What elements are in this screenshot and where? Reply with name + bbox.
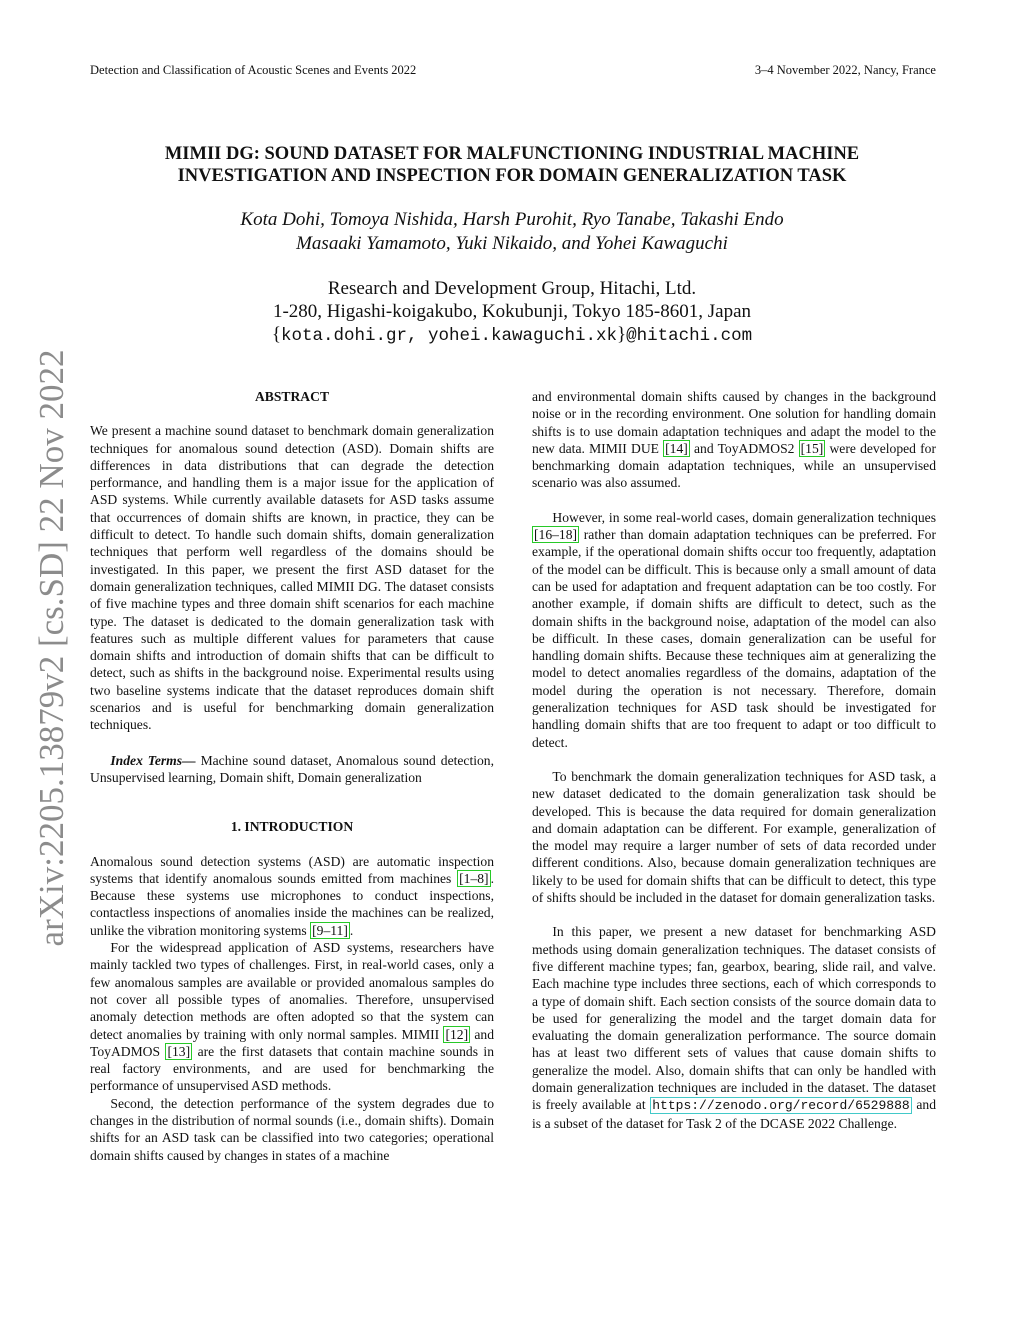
citation-link[interactable]: [1–8] (459, 870, 489, 886)
intro-paragraph-3: Second, the detection performance of the system degrades due to changes in the distribution of normal sounds (i.e., domain shifts). Domain shifts for an ASD task can be classified into two categories; operational domain shifts caused by changes in states of a machine (90, 1095, 494, 1163)
affiliation-address: 1-280, Higashi-koigakubo, Kokubunji, Tokyo 185-8601, Japan (272, 301, 752, 322)
email-users: kota.dohi.gr, yohei.kawaguchi.xk (280, 326, 618, 346)
citation-link[interactable]: [9–11] (312, 922, 348, 938)
authors-line-2: Masaaki Yamamoto, Yuki Nikaido, and Yohei Kawaguchi (296, 233, 728, 254)
author-list (100, 208, 924, 256)
running-header-right: 3–4 November 2022, Nancy, France (754, 63, 936, 77)
intro-paragraph-4: and environmental domain shifts caused by changes in the background noise or in the recording environment. One solution for handling domain shifts is to use domain adaptation techniques and adapt the model to the new data. MIMII DUE [14] and ToyADMOS2 [15] were developed for benchmarking domain adaptation techniques, while an unsupervised scenario was also assumed. (532, 389, 936, 491)
affiliation-org: Research and Development Group, Hitachi, Ltd. (327, 278, 697, 299)
citation-link[interactable]: [13] (167, 1043, 191, 1059)
running-header-left: Detection and Classification of Acoustic Scenes and Events 2022 (90, 63, 417, 77)
left-column (90, 388, 494, 1164)
authors-line-1: Kota Dohi, Tomoya Nishida, Harsh Purohit, Ryo Tanabe, Takashi Endo (240, 209, 784, 230)
email-domain: @hitachi.com (626, 326, 753, 346)
index-terms (90, 752, 494, 787)
dataset-url-link[interactable]: https://zenodo.org/record/6529888 (652, 1098, 910, 1114)
intro-paragraph-5: However, in some real-world cases, domain generalization techniques [16–18] rather than domain adaptation techniques can be preferred. For example, if the operational domain shifts occur too frequently, adaptation of the model can be difficult. This is because only a small amount of data can be used for adaptation and frequent adaptation can be too costly. For another example, if domain shifts are difficult to detect, such as the domain shifts in the background noise, adaptation of the model can also be difficult. In these cases, domain generalization can be useful for handling domain shifts. Because these techniques aim at generalizing the model to detect anomalies regardless of the domains, adaptation of the model during the operation is not necessary. Therefore, domain generalization techniques for ASD task should be investigated for handling domain shifts that are too frequent to adapt or too difficult to detect. (532, 509, 936, 750)
citation-link[interactable]: [14] (665, 440, 688, 456)
intro-paragraph-1: Anomalous sound detection systems (ASD) are automatic inspection systems that identify anomalous sounds emitted from machines [1–8] . Because these systems use microphones to conduct inspections, contactless inspections of anomalies inside the machines can be realized, unlike the vibration monitoring systems [9–11] . (90, 853, 494, 938)
arxiv-stamp[interactable]: arXiv:2205.13879v2 [cs.SD] 22 Nov 2022 (32, 349, 71, 947)
abstract-text: We present a machine sound dataset to benchmark domain generalization techniques for anomalous sound detection (ASD). Domain shifts are differences in data distributions that can degrade the detection performance, and handling them is a major issue for the application of ASD systems. While currently available datasets for ASD tasks assume that occurrences of domain shifts are known, in practice, they can be difficult to detect. To handle such domain shifts, domain generalization techniques that perform well regardless of the domains should be investigated. In this paper, we present the first ASD dataset for the domain generalization techniques, called MIMII DG. The dataset consists of five machine types and three domain shift scenarios for each machine type. The dataset is dedicated to the domain generalization task with features such as multiple different values for parameters that cause domain shifts and introduction of domain shifts that can be difficult to detect, such as shifts in the background noise. Experimental results using two baseline systems indicate that the dataset reproduces domain shift scenarios and is useful for benchmarking domain generalization techniques. (90, 423, 494, 733)
email-brace-close: } (617, 324, 627, 345)
right-column (532, 388, 936, 1132)
title-line-1: MIMII DG: SOUND DATASET FOR MALFUNCTIONING INDUSTRIAL MACHINE (164, 144, 860, 164)
intro-paragraph-2: For the widespread application of ASD systems, researchers have mainly tackled two types of challenges. First, in real-world cases, only a few anomalous samples are available or provided anomalous samples do not cover all possible types of anomalies. Therefore, unsupervised anomaly detection methods are often adopted so that the system can detect anomalies by training with only normal samples. MIMII [12] and ToyADMOS [13] are the first datasets that contain machine sounds in real factory environments, and are used for benchmarking the performance of unsupervised ASD methods. (90, 940, 495, 1094)
paper-title (100, 143, 924, 187)
citation-link[interactable]: [15] (800, 440, 824, 456)
citation-link[interactable]: [12] (445, 1026, 469, 1042)
intro-paragraph-6: To benchmark the domain generalization techniques for ASD task, a new dataset dedicated to the domain generalization task should be developed. This is because the data required for domain generalization and domain adaptation can be different. For example, generalization of the model may require a larger number of sets of data recorded under different conditions. Also, because domain generalization techniques are likely to be used for domain shifts that can be difficult to detect, this type of shifts should be included in the dataset for domain generalization tasks. (532, 768, 936, 906)
citation-link[interactable]: [16–18] (534, 527, 578, 543)
affiliation (100, 277, 924, 348)
index-terms-text: Machine sound dataset, Anomalous sound detection, Unsupervised learning, Domain shift, Domain generalization (90, 752, 494, 785)
title-line-2: INVESTIGATION AND INSPECTION FOR DOMAIN GENERALIZATION TASK (177, 166, 847, 186)
introduction-heading: 1. INTRODUCTION (230, 819, 354, 835)
abstract-heading: ABSTRACT (254, 389, 330, 404)
author-emails (100, 323, 924, 348)
index-terms-label: Index Terms— (110, 752, 196, 768)
intro-paragraph-7: In this paper, we present a new dataset for benchmarking ASD methods using domain generalization techniques. The dataset consists of five different machine types; fan, gearbox, bearing, slide rail, and valve. Each machine type includes three sections, each of which corresponds to a type of domain shift. Each section consists of the source domain data to be used for generalizing the model and the target domain data for evaluating the domain generalization performance. The source domain has at least two different sets of values that cause domain shifts to generalize the model. Also, domain shifts that can only be handled with domain generalization techniques are included in the dataset. The dataset is freely available at https://zenodo.org/record/6529888 and is a subset of the dataset for Task 2 of the DCASE 2022 Challenge. (532, 924, 936, 1131)
email-brace-open: { (271, 324, 281, 345)
